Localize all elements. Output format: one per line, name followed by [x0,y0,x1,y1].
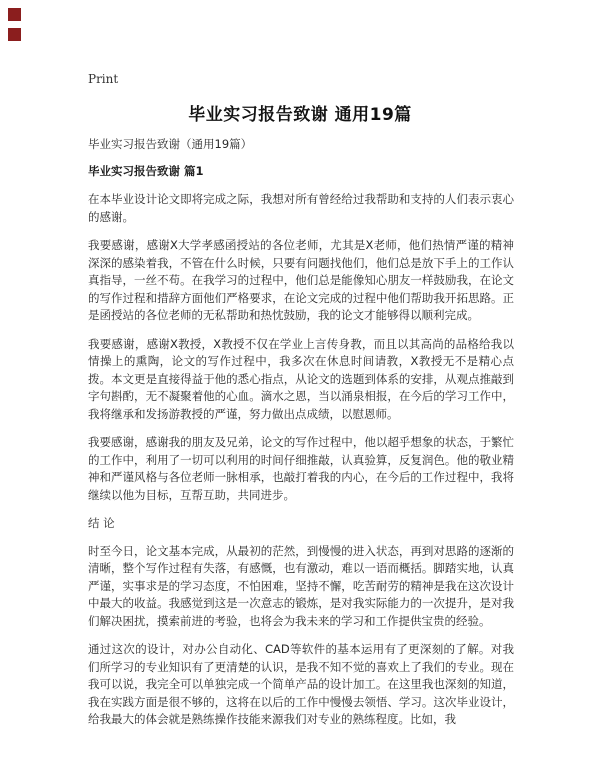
paragraph: 我要感谢，感谢我的朋友及兄弟，论文的写作过程中，他以超乎想象的状态，于繁忙的工作中，利用了一切可以利用的时间仔细推敲，认真验算，反复润色。他的敬业精神和严谨风格与各位老师一脉相承，也敲打着我的内心，在今后的工作过程中，我将继续以他为目标，互帮互助，共同进步。 [88,435,514,502]
corner-markers [8,8,21,48]
conclusion-heading: 结 论 [88,516,115,530]
paragraph: 通过这次的设计，对办公自动化、CAD等软件的基本运用有了更深刻的了解。对我们所学习的专业知识有了更清楚的认识，是我不知不觉的喜欢上了我们的专业。现在我可以说，我完全可以单独完成一个简单产品的设计加工。在这里我也深刻的知道，我在实践方面是很不够的，这将在以后的工作中慢慢去领悟、学习。这次毕业设计，给我最大的体会就是熟练操作技能来源我们对专业的熟练程度。比如，我 [88,642,514,726]
article-subtitle: 毕业实习报告致谢（通用19篇） [88,137,253,151]
red-square-marker [8,8,21,21]
page-title: 毕业实习报告致谢 通用19篇 [188,105,412,125]
paragraph: 在本毕业设计论文即将完成之际，我想对所有曾经给过我帮助和支持的人们表示衷心的感谢。 [88,192,514,224]
print-button[interactable]: Print [88,72,119,86]
red-square-marker [8,28,21,41]
section-heading-part1: 毕业实习报告致谢 篇1 [88,163,204,178]
article-body [88,136,514,740]
paragraph: 我要感谢，感谢X大学孝感函授站的各位老师，尤其是X老师，他们热情严谨的精神深深的感染着我，不管在什么时候，只要有问题找他们，他们总是放下手上的工作认真指导，一丝不苟。在我学习的过程中，他们总是能像知心朋友一样鼓励我，在论文的写作过程和措辞方面他们严格要求，在论文完成的过程中他们帮助我开拓思路。正是函授站的各位老师的无私帮助和热忱鼓励，我的论文才能够得以顺利完成。 [88,238,514,322]
paragraph: 时至今日，论文基本完成，从最初的茫然，到慢慢的进入状态，再到对思路的逐渐的清晰，整个写作过程有失落，有感慨，也有激动，难以一语而概括。脚踏实地，认真严谨，实事求是的学习态度，不怕困难，坚持不懈，吃苦耐劳的精神是我在这次设计中最大的收益。我感觉到这是一次意志的锻炼，是对我实际能力的一次提升，是对我们解决困扰，摸索前进的考验，也将会为我未来的学习和工作提供宝贵的经验。 [88,543,514,628]
paragraph: 我要感谢，感谢X教授，X教授不仅在学业上言传身教，而且以其高尚的品格给我以情操上的熏陶，论文的写作过程中，我多次在休息时间请教，X教授无不是精心点拨。本文更是直接得益于他的悉心指点，从论文的选题到体系的安排，从观点推敲到字句斟酌，无不凝聚着他的心血。滴水之恩，当以涌泉相报，在今后的学习工作中，我将继承和发扬游教授的严谨，努力做出点成绩，以慰恩师。 [88,336,514,421]
